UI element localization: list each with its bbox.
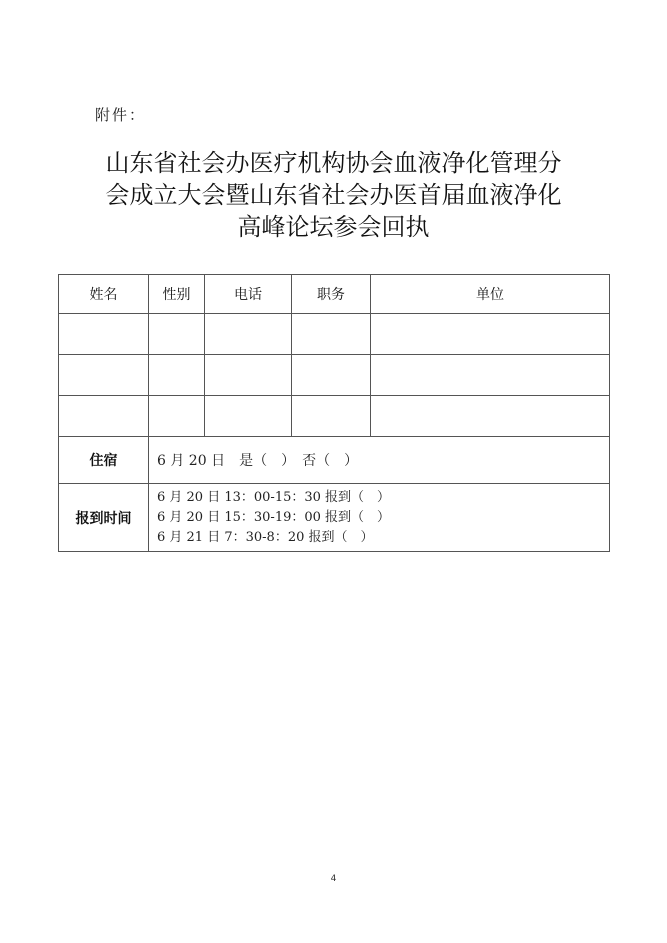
- accommodation-value[interactable]: 6 月 20 日 是（ ） 否（ ）: [149, 437, 610, 484]
- table-row: [59, 355, 610, 396]
- organization-cell[interactable]: [371, 355, 610, 396]
- name-cell[interactable]: [59, 396, 149, 437]
- table-row: [59, 396, 610, 437]
- gender-cell[interactable]: [149, 396, 205, 437]
- title-line-3: 高峰论坛参会回执: [237, 213, 430, 241]
- phone-cell[interactable]: [205, 396, 292, 437]
- position-cell[interactable]: [292, 355, 371, 396]
- gender-cell[interactable]: [149, 355, 205, 396]
- title-line-2: 会成立大会暨山东省社会办医首届血液净化: [105, 181, 562, 209]
- accommodation-row: [59, 437, 610, 484]
- position-cell[interactable]: [292, 314, 371, 355]
- phone-cell[interactable]: [205, 355, 292, 396]
- reply-form-table: [58, 274, 610, 552]
- attachment-label: 附件：: [95, 106, 147, 124]
- organization-cell[interactable]: [371, 396, 610, 437]
- header-organization: 单位: [371, 275, 610, 314]
- registration-option-1[interactable]: 6 月 20 日 13：00-15：30 报到（ ）: [157, 489, 391, 505]
- registration-row: [59, 484, 610, 552]
- registration-option-3[interactable]: 6 月 21 日 7：30-8：20 报到（ ）: [157, 529, 374, 545]
- header-position: 职务: [292, 275, 371, 314]
- header-gender: 性别: [149, 275, 205, 314]
- header-name: 姓名: [59, 275, 149, 314]
- gender-cell[interactable]: [149, 314, 205, 355]
- name-cell[interactable]: [59, 314, 149, 355]
- name-cell[interactable]: [59, 355, 149, 396]
- registration-options: [149, 484, 610, 552]
- title-line-1: 山东省社会办医疗机构协会血液净化管理分: [105, 149, 562, 177]
- registration-label: 报到时间: [59, 484, 149, 552]
- accommodation-label: 住宿: [59, 437, 149, 484]
- header-row: [59, 275, 610, 314]
- phone-cell[interactable]: [205, 314, 292, 355]
- document-title: [0, 147, 667, 243]
- registration-option-2[interactable]: 6 月 20 日 15：30-19：00 报到（ ）: [157, 509, 391, 525]
- position-cell[interactable]: [292, 396, 371, 437]
- organization-cell[interactable]: [371, 314, 610, 355]
- page-number: 4: [330, 874, 337, 884]
- table-row: [59, 314, 610, 355]
- header-phone: 电话: [205, 275, 292, 314]
